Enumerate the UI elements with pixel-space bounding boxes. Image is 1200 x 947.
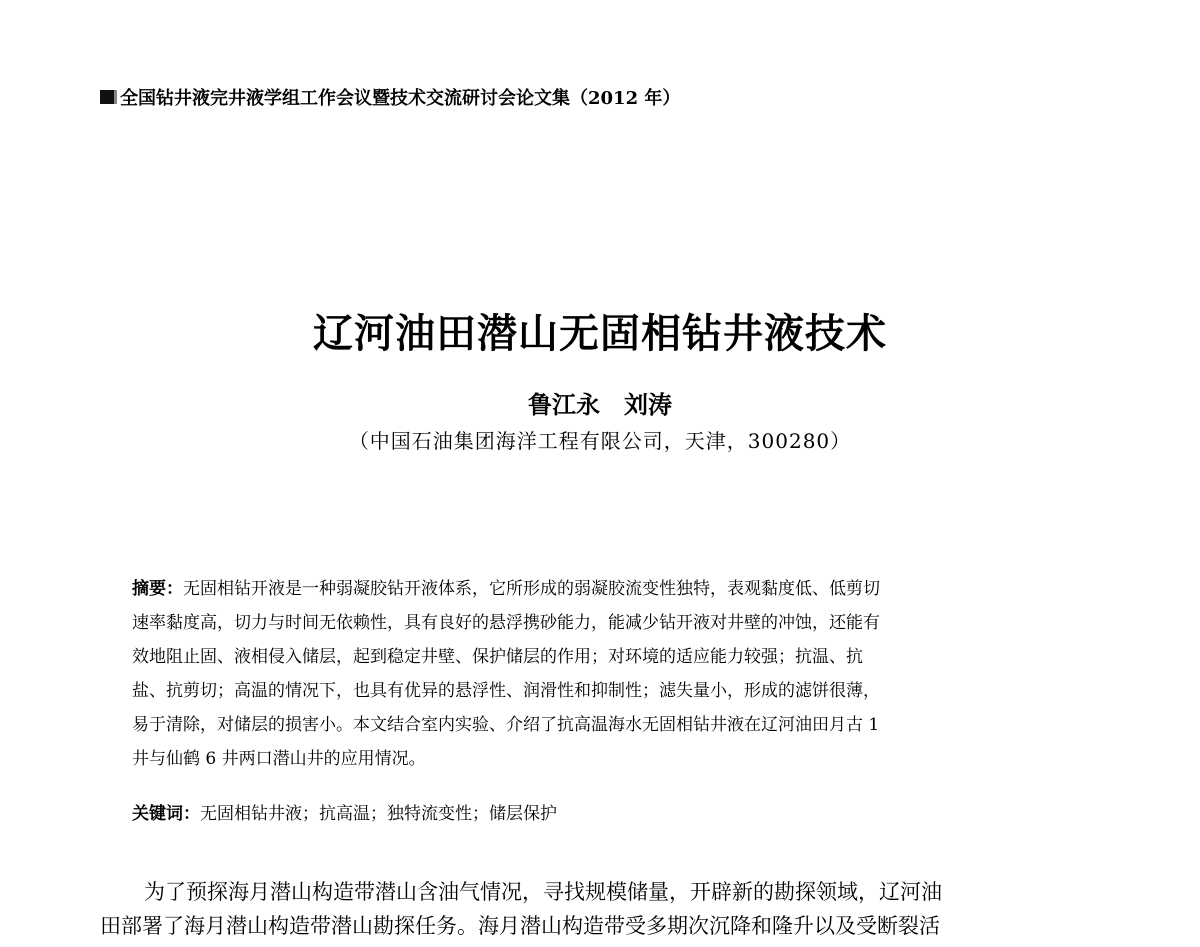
body-paragraph [100,875,1100,943]
abstract-label: 摘要： [132,579,183,599]
article-authors: 鲁江永 刘涛 [528,390,672,419]
abstract-line: 易于清除，对储层的损害小。本文结合室内实验、介绍了抗高温海水无固相钻井液在辽河油田月古 1 [132,715,880,735]
body-line: 田部署了海月潜山构造带潜山勘探任务。海月潜山构造带受多期次沉降和隆升以及受断裂活 [100,914,940,938]
abstract-line [132,572,1062,606]
header-square-icon [100,90,114,104]
keywords-label: 关键词： [132,804,200,824]
abstract-line: 效地阻止固、液相侵入储层，起到稳定井壁、保护储层的作用；对环境的适应能力较强；抗温、抗 [132,647,863,667]
keywords-text: 无固相钻井液；抗高温；独特流变性；储层保护 [200,804,557,824]
keywords [132,799,557,824]
abstract-line: 速率黏度高，切力与时间无依赖性，具有良好的悬浮携砂能力，能减少钻开液对井壁的冲蚀，还能有 [132,613,880,633]
abstract [132,572,1062,776]
running-header-text: 全国钻井液完井液学组工作会议暨技术交流研讨会论文集（2012 年） [120,88,681,109]
abstract-line-text: 无固相钻开液是一种弱凝胶钻开液体系，它所形成的弱凝胶流变性独特，表观黏度低、低剪切 [183,579,880,599]
article-title: 辽河油田潜山无固相钻井液技术 [313,310,887,357]
running-header [100,84,680,110]
body-line: 为了预探海月潜山构造带潜山含油气情况，寻找规模储量，开辟新的勘探领域，辽河油 [144,880,942,904]
abstract-line: 盐、抗剪切；高温的情况下，也具有优异的悬浮性、润滑性和抑制性；滤失量小，形成的滤饼很薄， [132,681,880,701]
article-affiliation: （中国石油集团海洋工程有限公司，天津，300280） [348,429,852,453]
abstract-line: 井与仙鹤 6 井两口潜山井的应用情况。 [132,749,426,769]
